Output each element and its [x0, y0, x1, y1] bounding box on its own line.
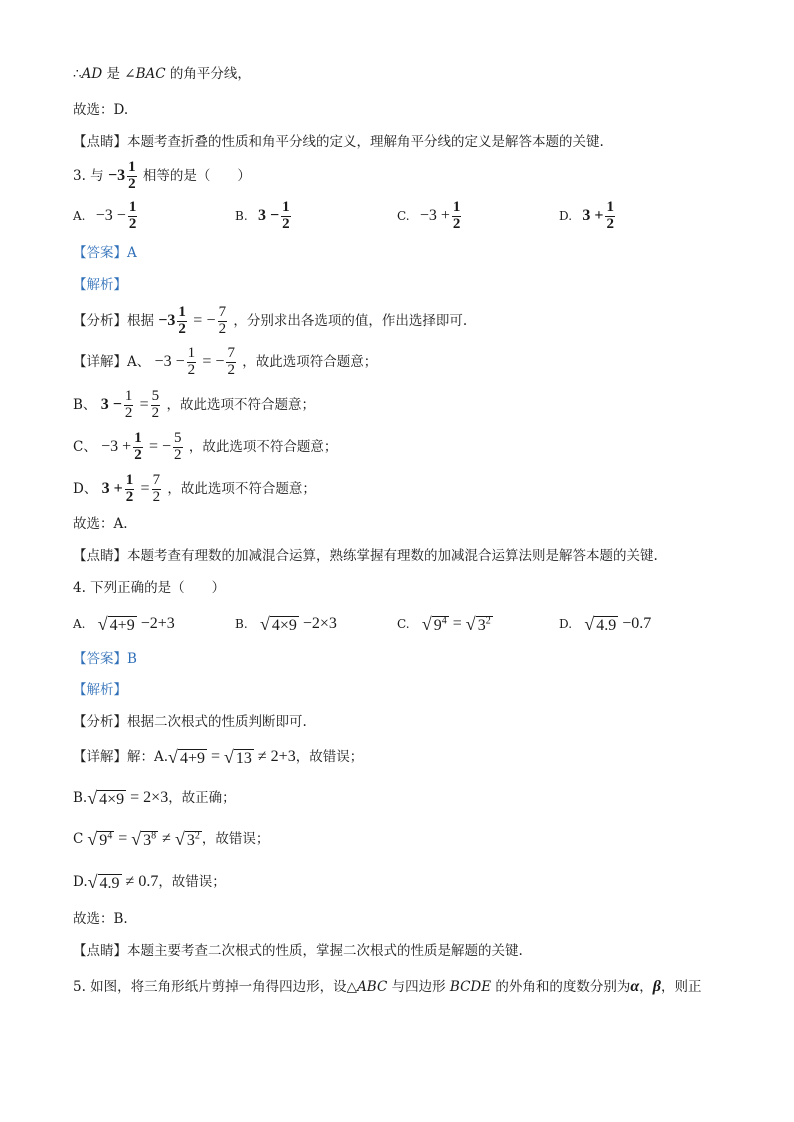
q3-mixed-whole: −3 — [107, 166, 126, 184]
q3-option-b: B. 3 − $\frac{1}{2}$ — [235, 199, 290, 232]
q3-detail-b: B、 3 − $\frac{1}{2}$ = $\frac{5}{2}$ ，故此选项不符合题意； — [73, 388, 315, 421]
q4-comment: 【点睛】本题主要考查二次根式的性质，掌握二次根式的性质是解题的关键. — [73, 943, 523, 959]
angle-bac: ∠BAC — [124, 66, 166, 82]
prev-choice: 故选：D. — [73, 102, 129, 118]
q3-stem: 3. 与 −3 $\frac{1}{2}$ 相等的是（ ） — [73, 159, 251, 192]
segment-ad: AD — [81, 66, 103, 82]
q4-detail-a: 【详解】解：A.√ 4+9 = √ 13 ≠ 2+3，故错误； — [73, 747, 364, 767]
q4-stem: 4. 下列正确的是（ ） — [73, 580, 226, 596]
q3-option-d: D. 3 + $\frac{1}{2}$ — [559, 199, 614, 232]
q3-comment: 【点睛】本题考查有理数的加减混合运算，熟练掌握有理数的加减混合运算法则是解答本题的关键. — [73, 548, 658, 564]
q4-answer: 【答案】B — [73, 651, 137, 667]
q4-option-a: A. √ 4+9 −2+3 — [73, 614, 175, 634]
q3-choice: 故选：A. — [73, 516, 128, 532]
q3-fenxi: 【分析】根据 −3 $\frac{1}{2}$ = − $\frac{7}{2}$ ，分别求出各选项的值，作出选择即可. — [73, 304, 468, 337]
prev-comment: 【点睛】本题考查折叠的性质和角平分线的定义，理解角平分线的定义是解答本题的关键. — [73, 134, 604, 150]
q3-option-a: A. −3 − $\frac{1}{2}$ — [73, 199, 137, 232]
q3-detail-d: D、 3 + $\frac{1}{2}$ = $\frac{7}{2}$ ，故此选项不符合题意； — [73, 472, 316, 505]
q4-option-d: D. √ 4.9 −0.7 — [559, 614, 652, 634]
q4-option-c: C. √ $9^4$ = √ $3^2$ — [397, 614, 491, 634]
q4-choice: 故选：B. — [73, 911, 128, 927]
q3-detail-c: C、 −3 + $\frac{1}{2}$ = − $\frac{5}{2}$ ，故此选项不符合题意； — [73, 430, 338, 463]
q3-answer: 【答案】A — [73, 245, 137, 261]
q3-option-c: C. −3 + $\frac{1}{2}$ — [397, 199, 461, 232]
q5-stem: 5. 如图，将三角形纸片剪掉一角得四边形，设△ABC 与四边形 BCDE 的外角和的度数分别为α，β，则正 — [73, 978, 702, 995]
q4-option-b: B. √ 4×9 −2×3 — [235, 614, 337, 634]
q4-detail-d: D.√ 4.9 ≠ 0.7，故错误； — [73, 872, 226, 892]
q4-fenxi: 【分析】根据二次根式的性质判断即可. — [73, 714, 307, 730]
prev-conclusion: ∴AD 是 ∠BAC 的角平分线， — [73, 66, 251, 82]
q3-detail-a: 【详解】A、 −3 − $\frac{1}{2}$ = − $\frac{7}{2}$ ，故此选项符合题意； — [73, 345, 378, 378]
therefore-symbol: ∴ — [73, 66, 82, 82]
q3-mixed-fraction: $\frac{1}{2}$ — [128, 159, 136, 192]
q4-detail-b: B.√ 4×9 = 2×3，故正确； — [73, 788, 236, 808]
q4-detail-c: C √ $9^4$ = √ $3^8$ ≠ √ $3^2$ ，故错误； — [73, 829, 270, 849]
q3-analysis-label: 【解析】 — [73, 277, 127, 293]
q4-analysis-label: 【解析】 — [73, 682, 127, 698]
